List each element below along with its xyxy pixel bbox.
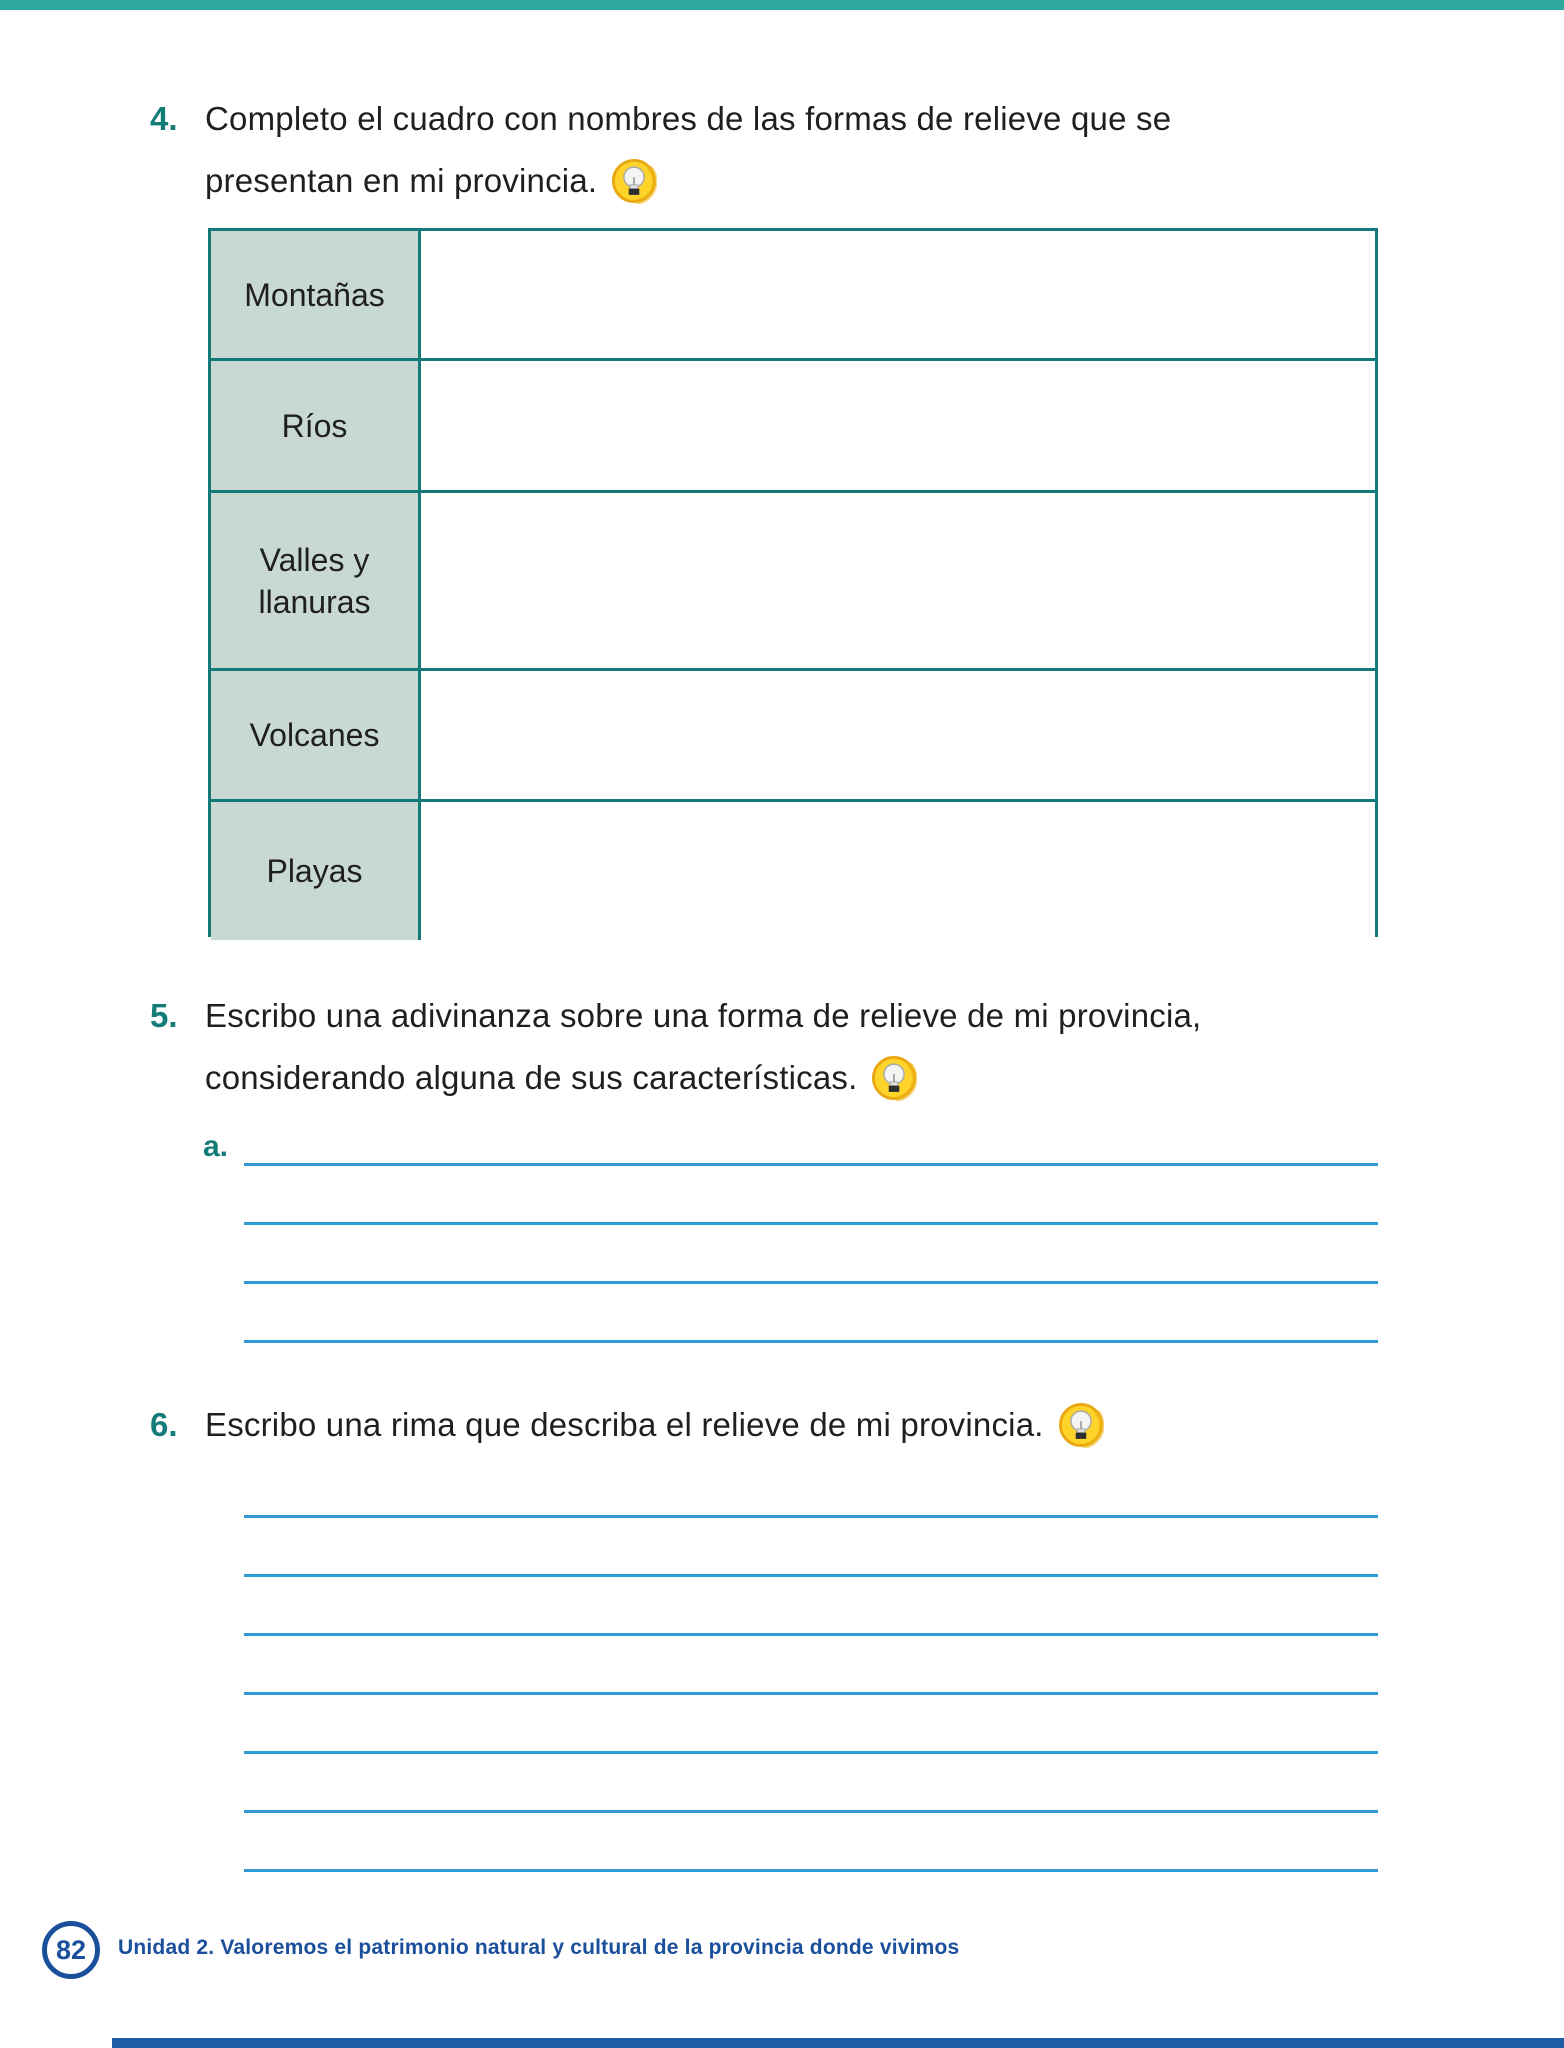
writing-line[interactable] bbox=[244, 1281, 1378, 1284]
lightbulb-icon bbox=[871, 1055, 917, 1101]
top-color-bar bbox=[0, 0, 1564, 10]
table-row-label: Montañas bbox=[211, 231, 421, 358]
question-5-text-line1: Escribo una adivinanza sobre una forma de relieve de mi provincia, bbox=[205, 997, 1202, 1034]
question-5-number: 5. bbox=[150, 997, 178, 1034]
answer-label-a: a. bbox=[203, 1130, 229, 1163]
table-row-answer-cell[interactable] bbox=[421, 668, 1375, 799]
table-row-answer-cell[interactable] bbox=[421, 358, 1375, 490]
question-6-text: Escribo una rima que describa el relieve de mi provincia. bbox=[205, 1406, 1044, 1443]
footer-unit-title: Unidad 2. Valoremos el patrimonio natural y cultural de la provincia donde vivimos bbox=[118, 1936, 960, 1959]
lightbulb-icon bbox=[1058, 1402, 1104, 1448]
table-row-label: Ríos bbox=[211, 358, 421, 490]
writing-line[interactable] bbox=[244, 1751, 1378, 1754]
page-number-badge: 82 bbox=[42, 1921, 100, 1979]
writing-line[interactable] bbox=[244, 1515, 1378, 1518]
table-row-answer-cell[interactable] bbox=[421, 799, 1375, 940]
lightbulb-icon bbox=[611, 158, 657, 204]
writing-line[interactable] bbox=[244, 1163, 1378, 1166]
writing-line[interactable] bbox=[244, 1222, 1378, 1225]
writing-line[interactable] bbox=[244, 1574, 1378, 1577]
writing-line[interactable] bbox=[244, 1692, 1378, 1695]
table-row-label: Playas bbox=[211, 799, 421, 940]
writing-line[interactable] bbox=[244, 1810, 1378, 1813]
bottom-color-bar bbox=[112, 2038, 1564, 2048]
answer-lines-question-5[interactable] bbox=[244, 1163, 1378, 1343]
question-4-number: 4. bbox=[150, 100, 178, 137]
question-4 bbox=[150, 88, 1171, 212]
question-4-text-line2: presentan en mi provincia. bbox=[205, 162, 598, 199]
question-6 bbox=[150, 1394, 1104, 1456]
table-row-answer-cell[interactable] bbox=[421, 490, 1375, 668]
writing-line[interactable] bbox=[244, 1869, 1378, 1872]
table-row-label: Volcanes bbox=[211, 668, 421, 799]
answer-lines-question-6[interactable] bbox=[244, 1515, 1378, 1872]
relief-table bbox=[208, 228, 1378, 937]
table-row-answer-cell[interactable] bbox=[421, 231, 1375, 358]
writing-line[interactable] bbox=[244, 1633, 1378, 1636]
writing-line[interactable] bbox=[244, 1340, 1378, 1343]
question-5-text-line2: considerando alguna de sus características. bbox=[205, 1059, 858, 1096]
question-5 bbox=[150, 985, 1201, 1109]
table-row-label: Valles y llanuras bbox=[211, 490, 421, 668]
question-6-number: 6. bbox=[150, 1406, 178, 1443]
question-4-text-line1: Completo el cuadro con nombres de las formas de relieve que se bbox=[205, 100, 1172, 137]
